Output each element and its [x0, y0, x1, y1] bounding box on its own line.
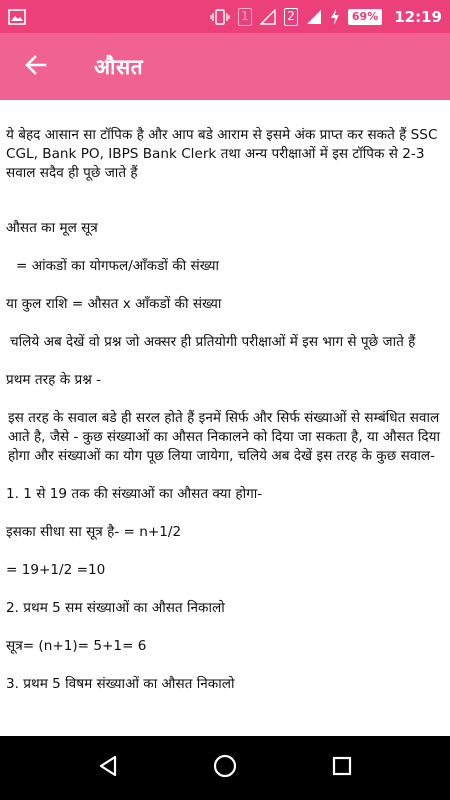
- image-icon: [8, 9, 26, 25]
- article-content[interactable]: [0, 100, 450, 736]
- question-2-formula: सूत्र= (n+1)= 5+1= 6: [6, 638, 147, 654]
- page-title: औसत: [94, 54, 144, 79]
- back-button[interactable]: [8, 39, 64, 95]
- question-1: 1. 1 से 19 तक की संख्याओं का औसत क्या होगा-: [6, 486, 263, 502]
- home-circle-icon: [213, 754, 237, 782]
- type-heading: प्रथम तरह के प्रश्न -: [6, 372, 102, 388]
- charging-icon: [330, 9, 340, 25]
- battery-icon: 69%: [348, 9, 382, 25]
- clock: 12:19: [394, 7, 442, 26]
- status-left: [8, 9, 26, 25]
- question-3: 3. प्रथम 5 विषम संख्याओं का औसत निकालो: [6, 676, 235, 692]
- app-bar: [0, 33, 450, 100]
- nav-recents-button[interactable]: [318, 744, 366, 792]
- transition-paragraph: चलिये अब देखें वो प्रश्न जो अक्सर ही प्रतियोगी परीक्षाओं में इस भाग से पूछे जाते हैं: [10, 334, 416, 350]
- question-1-answer: = 19+1/2 =10: [6, 562, 106, 578]
- sim1-icon: 1: [238, 8, 252, 26]
- intro-paragraph: ये बेहद आसान सा टॉपिक है और आप बडे आराम से इसमे अंक प्राप्त कर सकते हैं SSC CGL, Bank PO, IBPS Bank Clerk तथा अन्य परीक्षाओं में इस टॉपिक से 2-3 सवाल सदैव ही पूछे जाते हैं: [6, 127, 438, 181]
- navigation-bar: [0, 736, 450, 800]
- formula-line-2: या कुल राशि = औसत x आँकडों की संख्या: [6, 296, 222, 312]
- vibrate-icon: [210, 9, 230, 25]
- signal-icon: [260, 9, 276, 25]
- arrow-back-icon: [25, 54, 47, 80]
- status-right: [210, 8, 442, 26]
- formula-heading: औसत का मूल सूत्र: [6, 220, 98, 236]
- question-2: 2. प्रथम 5 सम संख्याओं का औसत निकालो: [6, 600, 225, 616]
- nav-home-button[interactable]: [201, 744, 249, 792]
- formula-line-1: = आंकडों का योगफल/आँकडों की संख्या: [16, 258, 220, 274]
- signal-icon: [306, 9, 322, 25]
- recents-square-icon: [332, 756, 352, 780]
- question-1-formula: इसका सीधा सा सूत्र है- = n+1/2: [6, 524, 182, 540]
- status-bar: [0, 0, 450, 33]
- sim2-icon: 2: [284, 8, 298, 26]
- nav-back-button[interactable]: [84, 744, 132, 792]
- type-description: इस तरह के सवाल बडे ही सरल होते हैं इनमें सिर्फ और सिर्फ संख्याओं से सम्बंधित सवाल आते है, जैसे - कुछ संख्याओं का औसत निकालने को दिया जा सकता है, या औसत दिया होगा और संख्याओं का योग पूछ लिया जायेगा, चलिये अब देखें इस तरह के कुछ सवाल-: [8, 410, 441, 464]
- back-triangle-icon: [97, 755, 119, 781]
